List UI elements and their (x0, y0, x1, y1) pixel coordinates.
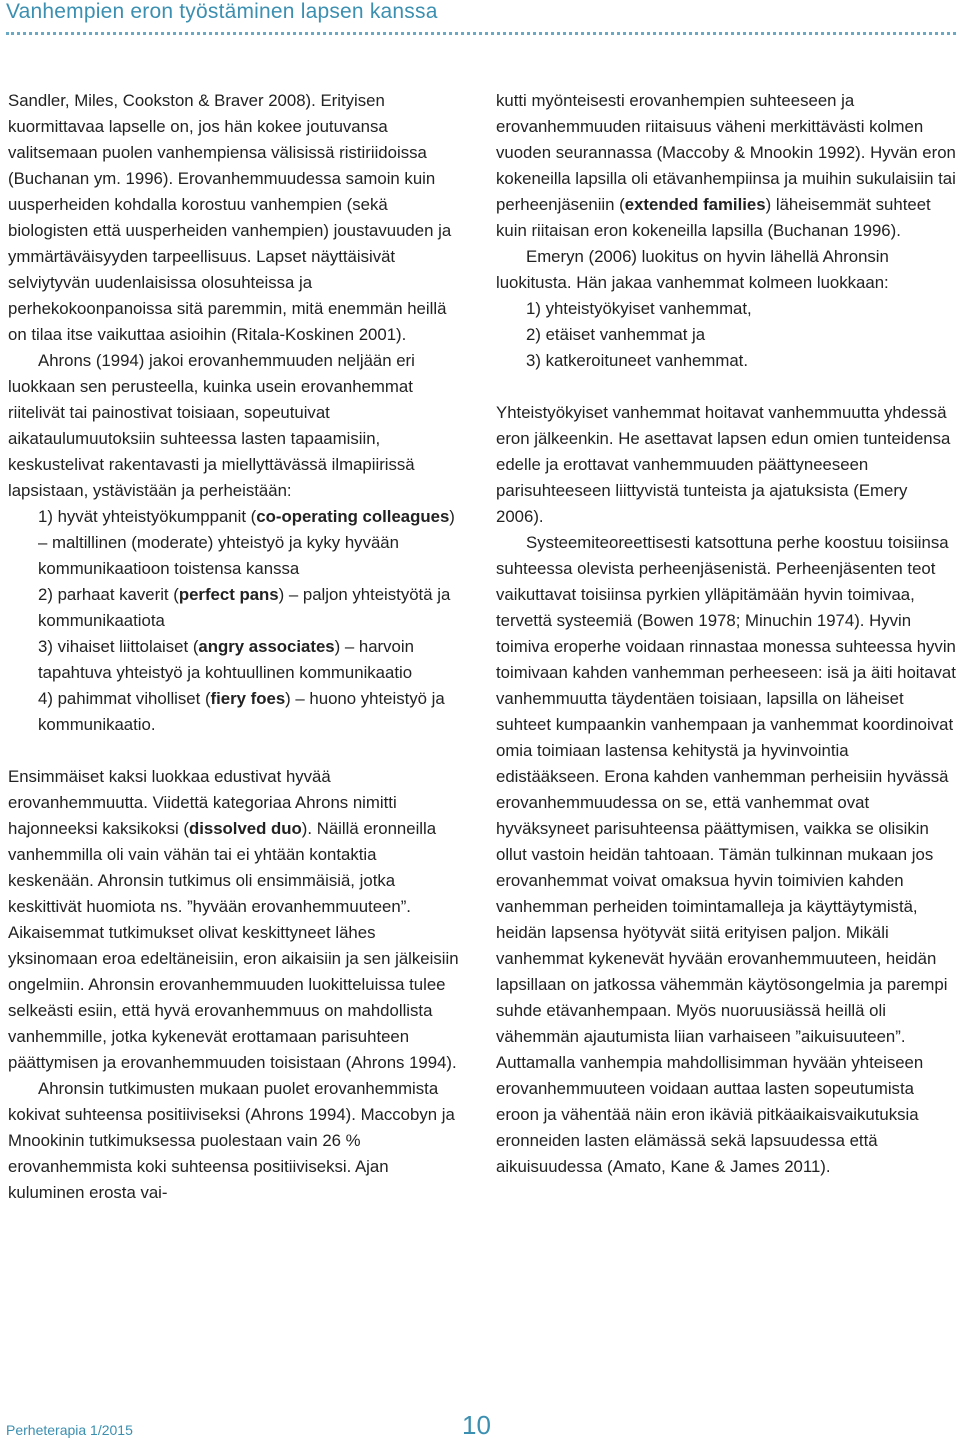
right-paragraph-2: Emeryn (2006) luokitus on hyvin lähellä Ahronsin luokitusta. Hän jakaa vanhemmat kolmeen luokkaan: (496, 247, 889, 292)
footer-journal-name: Perheterapia 1/2015 (6, 1422, 133, 1438)
page-number: 10 (462, 1410, 491, 1440)
list-item (8, 686, 462, 738)
list-item-text: 4) pahimmat viholliset ( (38, 689, 211, 708)
list-item: 1) yhteistyökyiset vanhemmat, (526, 299, 752, 318)
header-dotted-rule (6, 32, 956, 35)
page-header-title: Vanhempien eron työstäminen lapsen kanssa (6, 0, 438, 23)
left-paragraph-4: Ahronsin tutkimusten mukaan puolet erovanhemmista kokivat suhteensa positiiviseksi (Ahrons 1994). Maccobyn ja Mnookinin tutkimuksessa puolestaan vain 26 % erovanhemmista koki suhteensa positiiviseksi. Ajan kuluminen erosta vai- (8, 1079, 455, 1202)
list-item-term: angry associates (198, 637, 335, 656)
right-paragraph-4: Systeemiteoreettisesti katsottuna perhe koostuu toisiinsa suhteessa olevista perheenjäsenistä. Perheenjäsenten teot vaikuttavat toisiinsa pyrkien ylläpitämään hyvin toimivaa, tervettä systeemiä (Bowen 1978; Minuchin 1974). Hyvin toimiva eroperhe voidaan rinnastaa monessa suhteessa hyvin toimivaan kahden vanhemman perheeseen: isä ja äiti hoitavat vanhemmuutta täydentäen toisiaan, lapsilla on läheiset suhteet kumpaankin vanhempaan ja vanhemmat koordinoivat omia toimiaan lastensa kehitystä ja hyvinvointia edistääkseen. Erona kahden vanhemman perheisiin hyvässä erovanhemmuudessa on se, että vanhemmat ovat hyväksyneet parisuhteensa päättymisen, vaikka se olisikin ollut vastoin heidän tahtoaan. Tämän tulkinnan mukaan jos erovanhemmat voivat omaksua hyvin toimivien kahden vanhemman perheiden toimintamalleja ja käyttäytymistä, heidän lapsensa hyötyvät siitä erityisen paljon. Mikäli vanhemmat kykenevät hyvään erovanhemmuuteen, heidän lapsillaan on jatkossa vähemmän käytösongelmia ja parempi suhde etävanhempaan. Myös nuoruusiässä heillä oli vähemmän ajautumista liian varhaiseen ”aikuisuuteen”. Auttamalla vanhempia mahdollisimman hyvään yhteiseen erovanhemmuuteen voidaan auttaa lasten sopeutumista eroon ja vähentää näin eron ikäviä pitkäaikaisvaikutuksia eronneiden lasten elämässä sekä lapsuudessa että aikuisuudessa (Amato, Kane & James 2011). (496, 533, 956, 1176)
list-item-text: 2) parhaat kaverit ( (38, 585, 179, 604)
paragraph-text: Ensimmäiset kaksi luokkaa edustivat hyvää erovanhemmuutta. Viidettä kategoriaa Ahrons nimitti hajonneeksi kaksikoksi ( (8, 767, 397, 838)
paragraph-text: kutti myönteisesti erovanhempien suhteeseen ja erovanhemmuuden riitaisuus väheni merkittävästi kolmen vuoden seurannassa (Maccoby & Mnookin 1992). Hyvän eron kokeneilla lapsilla oli etävanhempiinsa ja muihin sukulaisiin tai perheenjäseniin ( (496, 91, 956, 214)
list-item: 3) katkeroituneet vanhemmat. (526, 351, 748, 370)
left-paragraph-2: Ahrons (1994) jakoi erovanhemmuuden neljään eri luokkaan sen perusteella, kuinka usein erovanhemmat riitelivät tai painostivat toisiaan, sopeutuivat aikataulumuutoksiin suhteessa lasten tapaamisiin, keskustelivat rakentavasti ja miellyttävässä ilmapiirissä lapsistaan, ystävistään ja perheistään: (8, 351, 415, 500)
paragraph-text: ) läheisemmät suhteet kuin riitaisan eron kokeneilla lapsilla (Buchanan 1996). (496, 195, 931, 240)
left-paragraph-1: Sandler, Miles, Cookston & Braver 2008). Erityisen kuormittavaa lapselle on, jos hän kokee joutuvansa valitsemaan puolen vanhempiensa välisissä ristiriidoissa (Buchanan ym. 1996). Erovanhemmuudessa samoin kuin uusperheiden kohdalla korostuu vanhempien (sekä biologisten että uusperheiden vanhempien) joustavuuden ja ymmärtäväisyyden tarpeellisuus. Lapset näyttäisivät selviytyvän uudenlaisissa olosuhteissa ja perhekokoonpanoissa sitä paremmin, mitä enemmän heillä on tilaa itse vaikuttaa asioihin (Ritala-Koskinen 2001). (8, 91, 452, 344)
paragraph-text: ). Näillä eronneilla vanhemmilla oli vain vähän tai ei yhtään kontaktia keskenään. Ahronsin tutkimus oli ensimmäisiä, jotka keskittivät huomiota ns. ”hyvään erovanhemmuuteen”. Aikaisemmat tutkimukset olivat keskittyneet lähes yksinomaan eroa edeltäneisiin, eron aikaisiin ja sen jälkeisiin ongelmiin. Ahronsin erovanhemmuuden luokitteluissa tulee selkeästi esiin, että hyvä erovanhemmuus on mahdollista vanhemmille, jotka kykenevät erottamaan parisuhteen päättymisen ja erovanhemmuuden toisistaan (Ahrons 1994). (8, 819, 459, 1072)
paragraph-term: extended families (624, 195, 766, 214)
right-paragraph-1 (496, 88, 956, 244)
list-item-term: co-operating colleagues (256, 507, 450, 526)
list-item-text: ) – huono yhteistyö ja kommunikaatio. (38, 689, 445, 734)
list-item (8, 582, 462, 634)
paragraph-term: dissolved duo (188, 819, 302, 838)
list-item-text: ) – maltillinen (moderate) yhteistyö ja kyky hyvään kommunikaatioon toistensa kanssa (38, 507, 455, 578)
list-item-text: 1) hyvät yhteistyökumppanit ( (38, 507, 257, 526)
list-item-text: ) – harvoin tapahtuva yhteistyö ja kohtuullinen kommunikaatio (38, 637, 414, 682)
list-item-term: perfect pans (178, 585, 279, 604)
paragraph-gap (496, 374, 956, 400)
list-item: 2) etäiset vanhemmat ja (526, 325, 706, 344)
list-item-text: 3) vihaiset liittolaiset ( (38, 637, 199, 656)
left-paragraph-3 (8, 764, 462, 1076)
right-column (496, 88, 956, 1180)
paragraph-gap (8, 738, 462, 764)
list-item-text: ) – paljon yhteistyötä ja kommunikaatiota (38, 585, 451, 630)
list-item-term: fiery foes (210, 689, 286, 708)
left-column (8, 88, 462, 1206)
right-paragraph-3: Yhteistyökyiset vanhemmat hoitavat vanhemmuutta yhdessä eron jälkeenkin. He asettavat lapsen edun omien tunteidensa edelle ja erottavat vanhemmuuden päättyneeseen parisuhteeseen liittyvistä tunteista ja ajatuksista (Emery 2006). (496, 403, 951, 526)
list-item (8, 504, 462, 582)
list-item (8, 634, 462, 686)
